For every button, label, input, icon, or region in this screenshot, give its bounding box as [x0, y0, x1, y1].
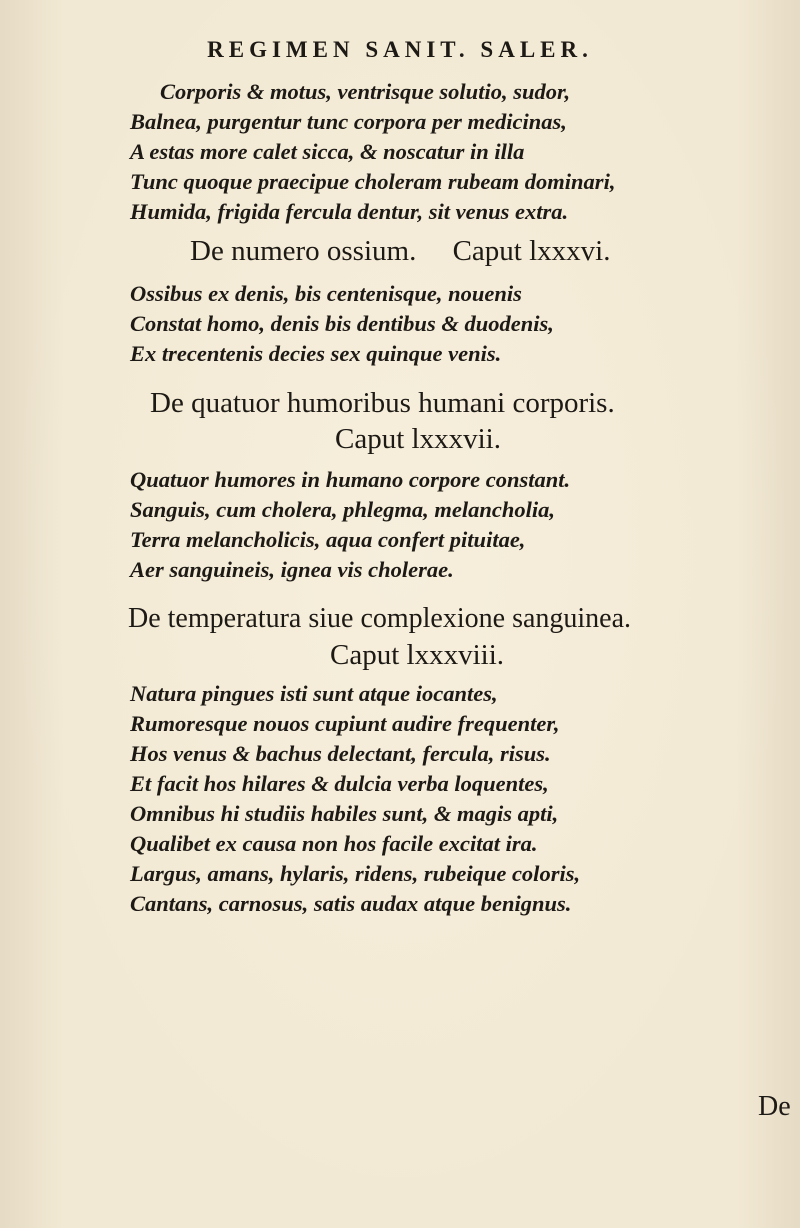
verse-line: Et facit hos hilares & dulcia verba loquentes, [130, 771, 549, 796]
verse-line: Hos venus & bachus delectant, fercula, risus. [130, 741, 551, 766]
section-heading: De numero ossium. Caput lxxxvi. [190, 235, 611, 267]
section-heading: Caput lxxxviii. [330, 639, 504, 671]
verse-line: Omnibus hi studiis habiles sunt, & magis apti, [130, 801, 559, 826]
verse-line: Natura pingues isti sunt atque iocantes, [130, 681, 498, 706]
verse-line: Qualibet ex causa non hos facile excitat ira. [130, 831, 538, 856]
verse-line: Corporis & motus, ventrisque solutio, sudor, [160, 79, 571, 104]
verse-line: Balnea, purgentur tunc corpora per medicinas, [130, 109, 567, 134]
verse-line: Aer sanguineis, ignea vis cholerae. [130, 557, 454, 582]
verse-line: Terra melancholicis, aqua confert pituitae, [130, 527, 526, 552]
verse-line: Quatuor humores in humano corpore constant. [130, 467, 571, 492]
section-heading: De temperatura siue complexione sanguinea. [128, 603, 632, 634]
section-heading: De quatuor humoribus humani corporis. [150, 387, 615, 419]
verse-line: Largus, amans, hylaris, ridens, rubeique coloris, [130, 861, 581, 886]
verse-line: Rumoresque nouos cupiunt audire frequenter, [130, 711, 560, 736]
catchword: De [758, 1091, 791, 1122]
verse-line: Ex trecentenis decies sex quinque venis. [130, 341, 502, 366]
verse-line: Cantans, carnosus, satis audax atque benignus. [130, 891, 572, 916]
verse-line: Constat homo, denis bis dentibus & duodenis, [130, 311, 554, 336]
verse-line: Tunc quoque praecipue choleram rubeam dominari, [130, 169, 616, 194]
verse-line: A estas more calet sicca, & noscatur in illa [130, 139, 525, 164]
verse-line: Humida, frigida fercula dentur, sit venus extra. [130, 199, 569, 224]
verse-line: Sanguis, cum cholera, phlegma, melancholia, [130, 497, 556, 522]
section-heading: Caput lxxxvii. [335, 423, 501, 455]
running-head: REGIMEN SANIT. SALER. [207, 37, 593, 62]
verse-line: Ossibus ex denis, bis centenisque, nouenis [130, 281, 522, 306]
